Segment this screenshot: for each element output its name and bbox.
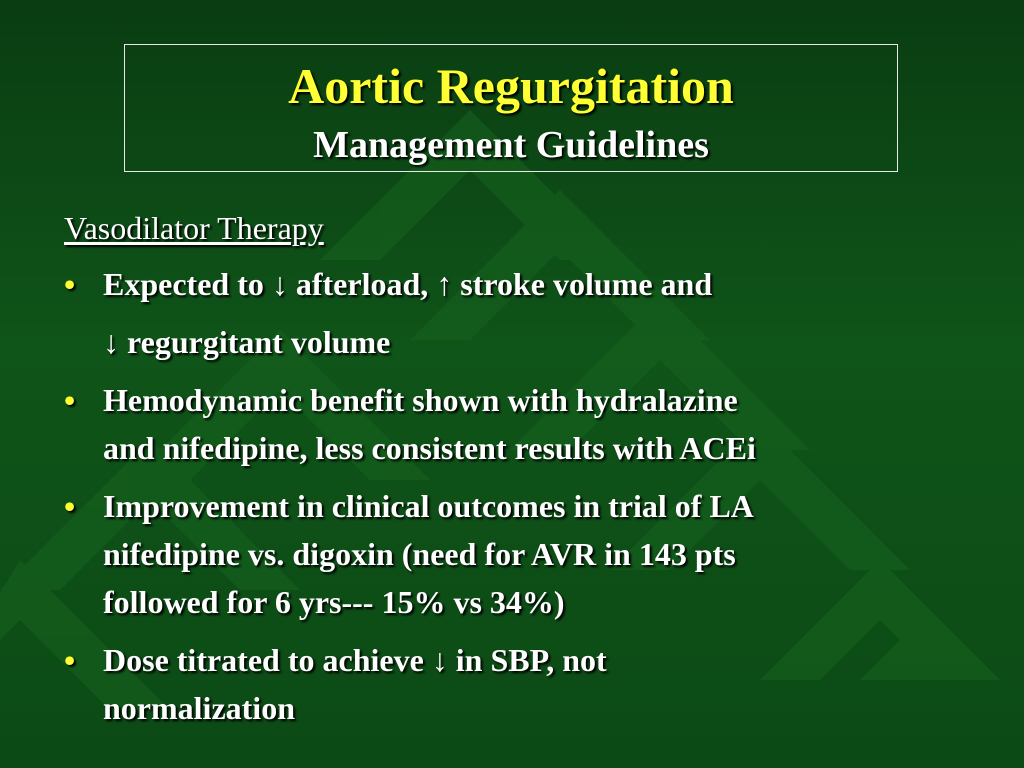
bullet-dot-icon: • (64, 642, 76, 678)
bullet-line: nifedipine vs. digoxin (need for AVR in 143 pts (103, 536, 736, 572)
bullet-item (64, 260, 964, 366)
slide-title: Aortic Regurgitation (288, 58, 734, 114)
bullet-line: Improvement in clinical outcomes in trial of LA (103, 488, 754, 524)
bullet-line: and nifedipine, less consistent results with ACEi (103, 430, 756, 466)
bullet-dot-icon: • (64, 488, 76, 524)
section-heading: Vasodilator Therapy (64, 210, 324, 246)
bullet-line: followed for 6 yrs--- 15% vs 34%) (103, 584, 565, 620)
bullet-line: Dose titrated to achieve ↓ in SBP, not (103, 642, 607, 678)
bullet-dot-icon: • (64, 382, 76, 418)
bullet-item (64, 636, 964, 732)
title-box (124, 44, 898, 172)
bullet-list (64, 260, 964, 742)
slide-subtitle: Management Guidelines (313, 124, 709, 166)
bullet-line: ↓ regurgitant volume (103, 324, 391, 360)
bullet-line: Hemodynamic benefit shown with hydralazine (103, 382, 738, 418)
bullet-line: normalization (103, 690, 295, 726)
bullet-item (64, 482, 964, 626)
bullet-item (64, 376, 964, 472)
bullet-dot-icon: • (64, 266, 76, 302)
bullet-line: Expected to ↓ afterload, ↑ stroke volume and (103, 266, 713, 302)
